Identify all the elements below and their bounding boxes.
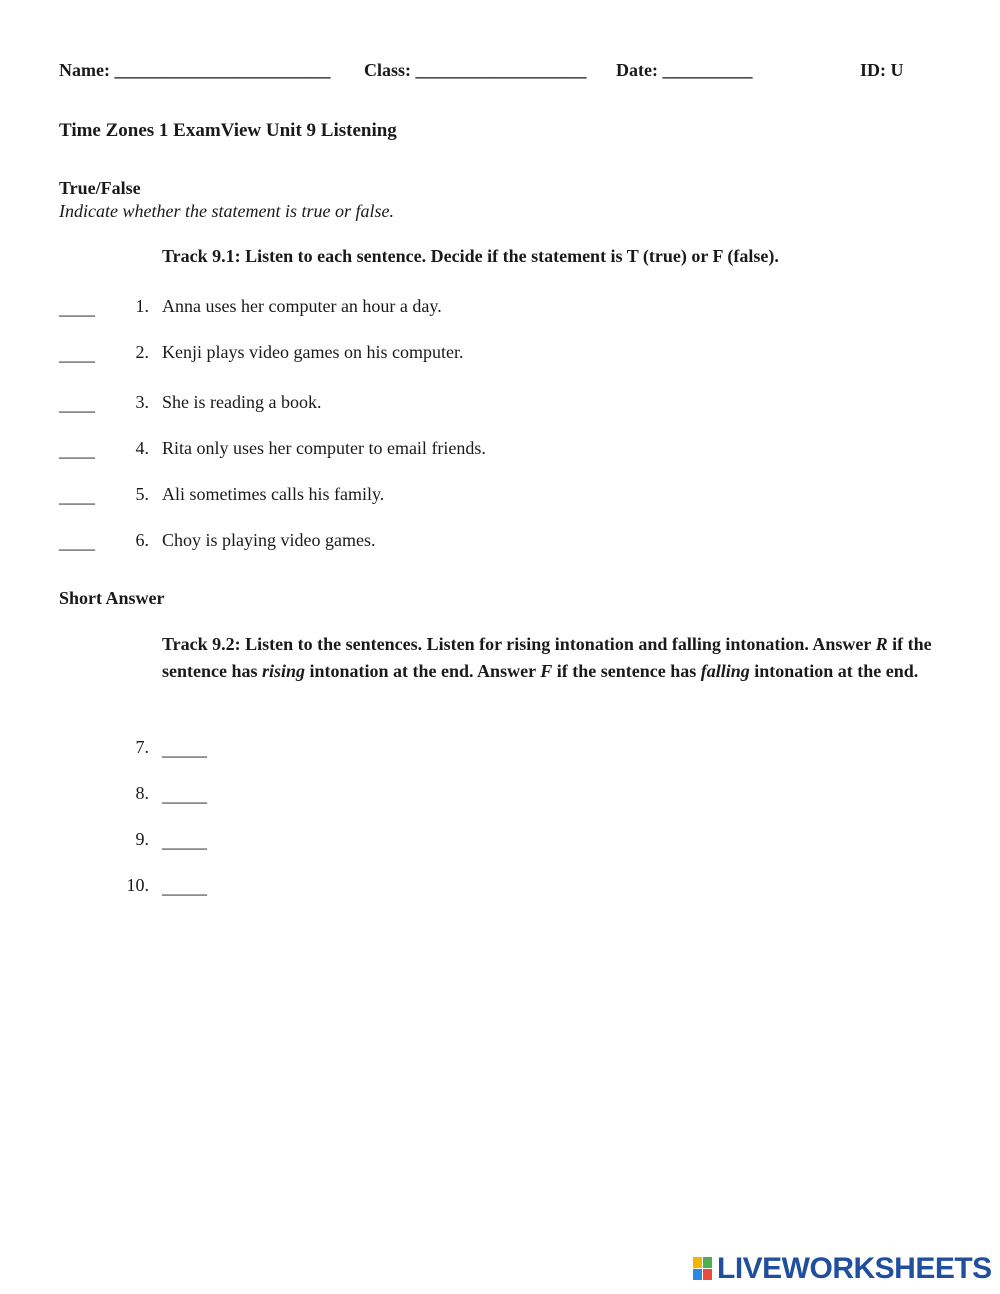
item-number: 10.	[126, 875, 149, 895]
id-label: ID: U	[860, 60, 904, 80]
true-false-item	[0, 438, 1000, 462]
item-statement: Kenji plays video games on his computer.	[162, 342, 464, 362]
short-answer-item	[0, 875, 1000, 899]
item-statement: Rita only uses her computer to email friends.	[162, 438, 486, 458]
answer-blank[interactable]: _____	[162, 831, 207, 851]
true-false-item	[0, 342, 1000, 366]
short-answer-item	[0, 829, 1000, 853]
answer-blank[interactable]: ____	[59, 440, 95, 460]
name-label: Name:	[59, 60, 110, 80]
true-false-heading: True/False	[59, 178, 141, 198]
item-number: 2.	[135, 342, 149, 362]
item-number: 5.	[135, 484, 149, 504]
logo-mark-icon	[693, 1257, 713, 1281]
short-answer-item	[0, 737, 1000, 761]
name-blank[interactable]: ________________________	[114, 60, 331, 80]
true-false-item	[0, 484, 1000, 508]
date-blank[interactable]: __________	[662, 60, 753, 80]
item-number: 9.	[135, 829, 149, 849]
answer-blank[interactable]: ____	[59, 298, 95, 318]
answer-blank[interactable]: _____	[162, 739, 207, 759]
answer-blank[interactable]: ____	[59, 486, 95, 506]
item-number: 1.	[135, 296, 149, 316]
item-number: 6.	[135, 530, 149, 550]
item-number: 4.	[135, 438, 149, 458]
date-field[interactable]	[616, 60, 752, 81]
answer-blank[interactable]: ____	[59, 532, 95, 552]
short-answer-heading: Short Answer	[59, 588, 165, 608]
answer-blank[interactable]: ____	[59, 344, 95, 364]
item-statement: Choy is playing video games.	[162, 530, 376, 550]
item-number: 3.	[135, 392, 149, 412]
item-number: 8.	[135, 783, 149, 803]
item-statement: Anna uses her computer an hour a day.	[162, 296, 442, 316]
logo-text: LIVEWORKSHEETS	[717, 1252, 992, 1285]
item-statement: Ali sometimes calls his family.	[162, 484, 385, 504]
short-answer-item	[0, 783, 1000, 807]
track-9-2-instruction: Track 9.2: Listen to the sentences. Listen for rising intonation and falling intonation. Answer R if the sentence has rising intonation at the end. Answer F if the sentence has falling intonation at the end.	[162, 634, 932, 681]
answer-blank[interactable]: _____	[162, 877, 207, 897]
class-field[interactable]	[364, 60, 587, 81]
class-label: Class:	[364, 60, 412, 80]
class-blank[interactable]: ___________________	[415, 60, 587, 80]
item-number: 7.	[135, 737, 149, 757]
track-9-1-instruction: Track 9.1: Listen to each sentence. Decide if the statement is T (true) or F (false).	[162, 246, 779, 266]
item-statement: She is reading a book.	[162, 392, 322, 412]
true-false-item	[0, 296, 1000, 320]
page-title: Time Zones 1 ExamView Unit 9 Listening	[59, 120, 397, 141]
answer-blank[interactable]: _____	[162, 785, 207, 805]
true-false-item	[0, 392, 1000, 416]
true-false-instruction: Indicate whether the statement is true or false.	[59, 201, 394, 221]
name-field[interactable]	[59, 60, 330, 81]
answer-blank[interactable]: ____	[59, 394, 95, 414]
date-label: Date:	[616, 60, 658, 80]
true-false-item	[0, 530, 1000, 554]
